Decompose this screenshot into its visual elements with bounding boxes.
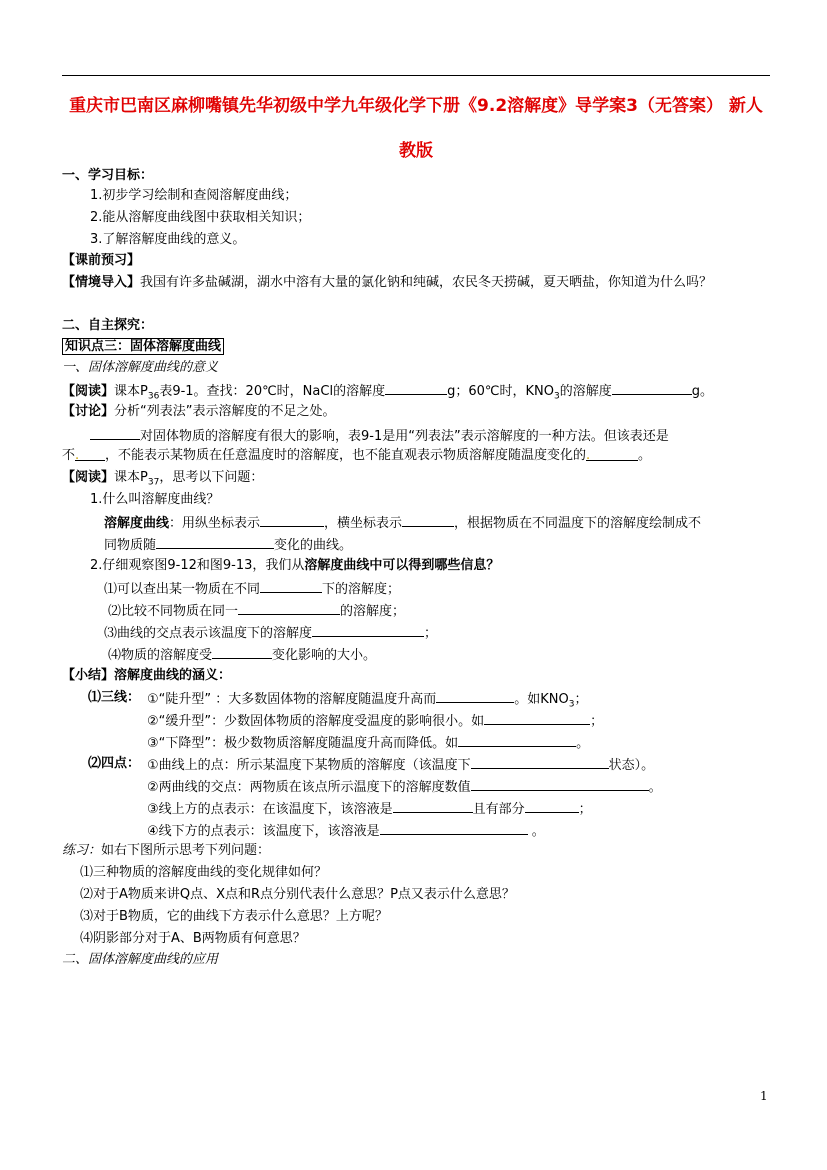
page-number: 1: [760, 1089, 768, 1103]
page-title: 重庆市巴南区麻柳嘴镇先华初级中学九年级化学下册《9.2溶解度》导学案3（无答案） 新人教版: [69, 96, 763, 161]
line-text: ①“陡升型” ：大多数固体物的溶解度随温度升高而: [147, 692, 437, 707]
question-text: 2.仔细观察图9-12和图9-13，我们从: [90, 558, 305, 573]
read-text: 课本P: [114, 470, 148, 485]
goal-2: 2.能从溶解度曲线图中获取相关知识；: [90, 210, 311, 225]
section-heading-goals: 一、学习目标：: [62, 168, 154, 183]
read-text: 的溶解度: [559, 384, 612, 399]
three-line-3: [147, 733, 589, 753]
subheading-application: 二、固体溶解度曲线的应用: [62, 952, 219, 967]
practice-label: 练习：: [62, 843, 102, 858]
question-emphasis: 溶解度曲线中可以得到哪些信息？: [304, 558, 500, 573]
four-point-1: [147, 755, 654, 775]
definition-text: 同物质随: [104, 538, 157, 553]
definition-text: ：用纵坐标表示: [169, 516, 261, 531]
blank-steep[interactable]: [436, 689, 514, 703]
subscript: 3: [553, 391, 560, 402]
discuss-text: 分析“列表法”表示溶解度的不足之处。: [114, 404, 336, 419]
info-2: [108, 601, 405, 621]
blank-x-axis[interactable]: [402, 513, 454, 527]
line-text: ③线上方的点表示：在该温度下，该溶液是: [147, 802, 393, 817]
info-text: ⑵比较不同物质在同一: [108, 604, 239, 619]
read-label: 【阅读】: [62, 384, 115, 399]
header-rule: [62, 75, 770, 76]
read-label: 【阅读】: [62, 470, 115, 485]
dot-mark: .: [586, 448, 591, 463]
info-4: [108, 645, 376, 665]
reading-2: [62, 469, 263, 487]
blank-y-axis[interactable]: [260, 513, 324, 527]
paragraph-line-2: [62, 447, 651, 465]
read-text: 表9-1。查找：20℃时，NaCl的溶解度: [159, 384, 386, 399]
blank-value[interactable]: [471, 777, 649, 791]
summary-text: 溶解度曲线的涵义：: [114, 668, 232, 683]
summary-label: 【小结】: [62, 668, 115, 683]
paragraph-text: 对固体物质的溶解度有很大的影响，表9-1是用“列表法”表示溶解度的一种方法。但该表还是: [140, 429, 669, 444]
paragraph-text: 不: [62, 448, 76, 463]
intro-label: 【情境导入】: [62, 275, 141, 290]
read-text: g。: [691, 384, 713, 399]
blank-info-4[interactable]: [212, 645, 272, 659]
definition-line-2: [104, 535, 352, 555]
info-text: ⑷物质的溶解度受: [108, 648, 213, 663]
blank-info-2[interactable]: [238, 601, 340, 615]
blank-above-1[interactable]: [393, 799, 473, 813]
reading-1: [62, 381, 713, 401]
read-text: ，思考以下问题：: [159, 470, 264, 485]
knowledge-point-box: 知识点三：固体溶解度曲线: [62, 338, 224, 355]
four-point-2: [147, 777, 662, 797]
goal-3: 3.了解溶解度曲线的意义。: [90, 232, 246, 247]
blank-below[interactable]: [380, 821, 528, 835]
practice-question-3: ⑶对于B物质，它的曲线下方表示什么意思？上方呢？: [80, 909, 388, 924]
question-1: 1.什么叫溶解度曲线？: [90, 492, 220, 507]
preview-label: 【课前预习】: [62, 253, 141, 268]
practice-question-1: ⑴三种物质的溶解度曲线的变化规律如何？: [80, 865, 328, 880]
subscript: 3: [568, 699, 575, 710]
practice: [62, 842, 270, 860]
line-text: 。: [648, 780, 662, 795]
info-text: 下的溶解度；: [322, 582, 401, 597]
question-2: [90, 557, 499, 575]
four-point-4: [147, 821, 545, 841]
line-text: 状态）。: [608, 758, 655, 773]
line-text: ②“缓升型”：少数固体物质的溶解度受温度的影响很小。如: [147, 714, 485, 729]
blank-above-2[interactable]: [525, 799, 579, 813]
definition-label: 溶解度曲线: [104, 516, 170, 531]
blank-factor[interactable]: [90, 426, 140, 440]
knowledge-point: [62, 338, 224, 356]
paragraph-line-1: [90, 426, 669, 446]
line-text: 。: [576, 736, 590, 751]
section-heading-explore: 二、自主探究：: [62, 318, 154, 333]
info-3: [104, 623, 437, 643]
page-sub: 37: [147, 477, 160, 488]
info-text: 变化影响的大小。: [272, 648, 377, 663]
line-text: 。如KNO: [514, 692, 569, 707]
blank-state[interactable]: [471, 755, 609, 769]
page-sub: 36: [147, 391, 160, 402]
info-text: ；: [424, 626, 438, 641]
four-point-3: [147, 799, 592, 819]
definition-text: ，根据物质在不同温度下的溶解度绘制成不: [454, 516, 702, 531]
definition-line-1: [104, 513, 701, 533]
practice-question-4: ⑷阴影部分对于A、B两物质有何意思？: [80, 931, 306, 946]
discuss-label: 【讨论】: [62, 404, 115, 419]
info-1: [104, 579, 400, 599]
read-text: g；60℃时，KNO: [447, 384, 554, 399]
info-text: 的溶解度；: [340, 604, 406, 619]
line-text: ；: [590, 714, 604, 729]
definition-text: ，横坐标表示: [324, 516, 403, 531]
read-text: 课本P: [114, 384, 148, 399]
practice-question-2: ⑵对于A物质来讲Q点、X点和R点分别代表什么意思？P点又表示什么意思？: [80, 887, 515, 902]
goal-1: 1.初步学习绘制和查阅溶解度曲线；: [90, 188, 298, 203]
intro-text: 我国有许多盐碱湖，湖水中溶有大量的氯化钠和纯碱，农民冬天捞碱，夏天晒盐，你知道为什么吗？: [140, 275, 713, 290]
dot-mark: .: [75, 448, 80, 463]
discussion: [62, 403, 336, 421]
blank-info-3[interactable]: [312, 623, 424, 637]
four-points-label: ⑵四点：: [88, 756, 141, 771]
summary: [62, 667, 231, 685]
line-text: ②两曲线的交点：两物质在该点所示温度下的溶解度数值: [147, 780, 471, 795]
three-line-2: [147, 711, 603, 731]
subheading-meaning: 一、固体溶解度曲线的意义: [62, 360, 219, 375]
practice-text: 如右下图所示思考下列问题：: [101, 843, 271, 858]
line-text: ；: [578, 802, 592, 817]
blank-info-1[interactable]: [260, 579, 322, 593]
paragraph-text: ，不能表示某物质在任意温度时的溶解度，也不能直观表示物质溶解度随温度变化的: [105, 448, 587, 463]
paragraph-text: 。: [638, 448, 652, 463]
blank-variable[interactable]: [156, 535, 274, 549]
line-text: 。: [527, 824, 545, 839]
blank-gentle[interactable]: [484, 711, 590, 725]
line-text: ③“下降型”：极少数物质溶解度随温度升高而降低。如: [147, 736, 459, 751]
three-line-1: [147, 689, 588, 709]
blank-falling[interactable]: [458, 733, 576, 747]
blank-lack[interactable]: [75, 447, 105, 461]
info-text: ⑶曲线的交点表示该温度下的溶解度: [104, 626, 313, 641]
definition-text: 变化的曲线。: [274, 538, 353, 553]
line-text: ；: [574, 692, 588, 707]
line-text: ①曲线上的点：所示某温度下某物质的溶解度（该温度下: [147, 758, 471, 773]
info-text: ⑴可以查出某一物质在不同: [104, 582, 261, 597]
three-lines-label: ⑴三线：: [88, 690, 141, 705]
blank-nacl[interactable]: [385, 381, 447, 395]
line-text: ④线下方的点表示：该温度下，该溶液是: [147, 824, 380, 839]
blank-kno3[interactable]: [612, 381, 692, 395]
line-text: 且有部分: [472, 802, 525, 817]
intro-line: [62, 274, 712, 292]
blank-trend[interactable]: [586, 447, 638, 461]
